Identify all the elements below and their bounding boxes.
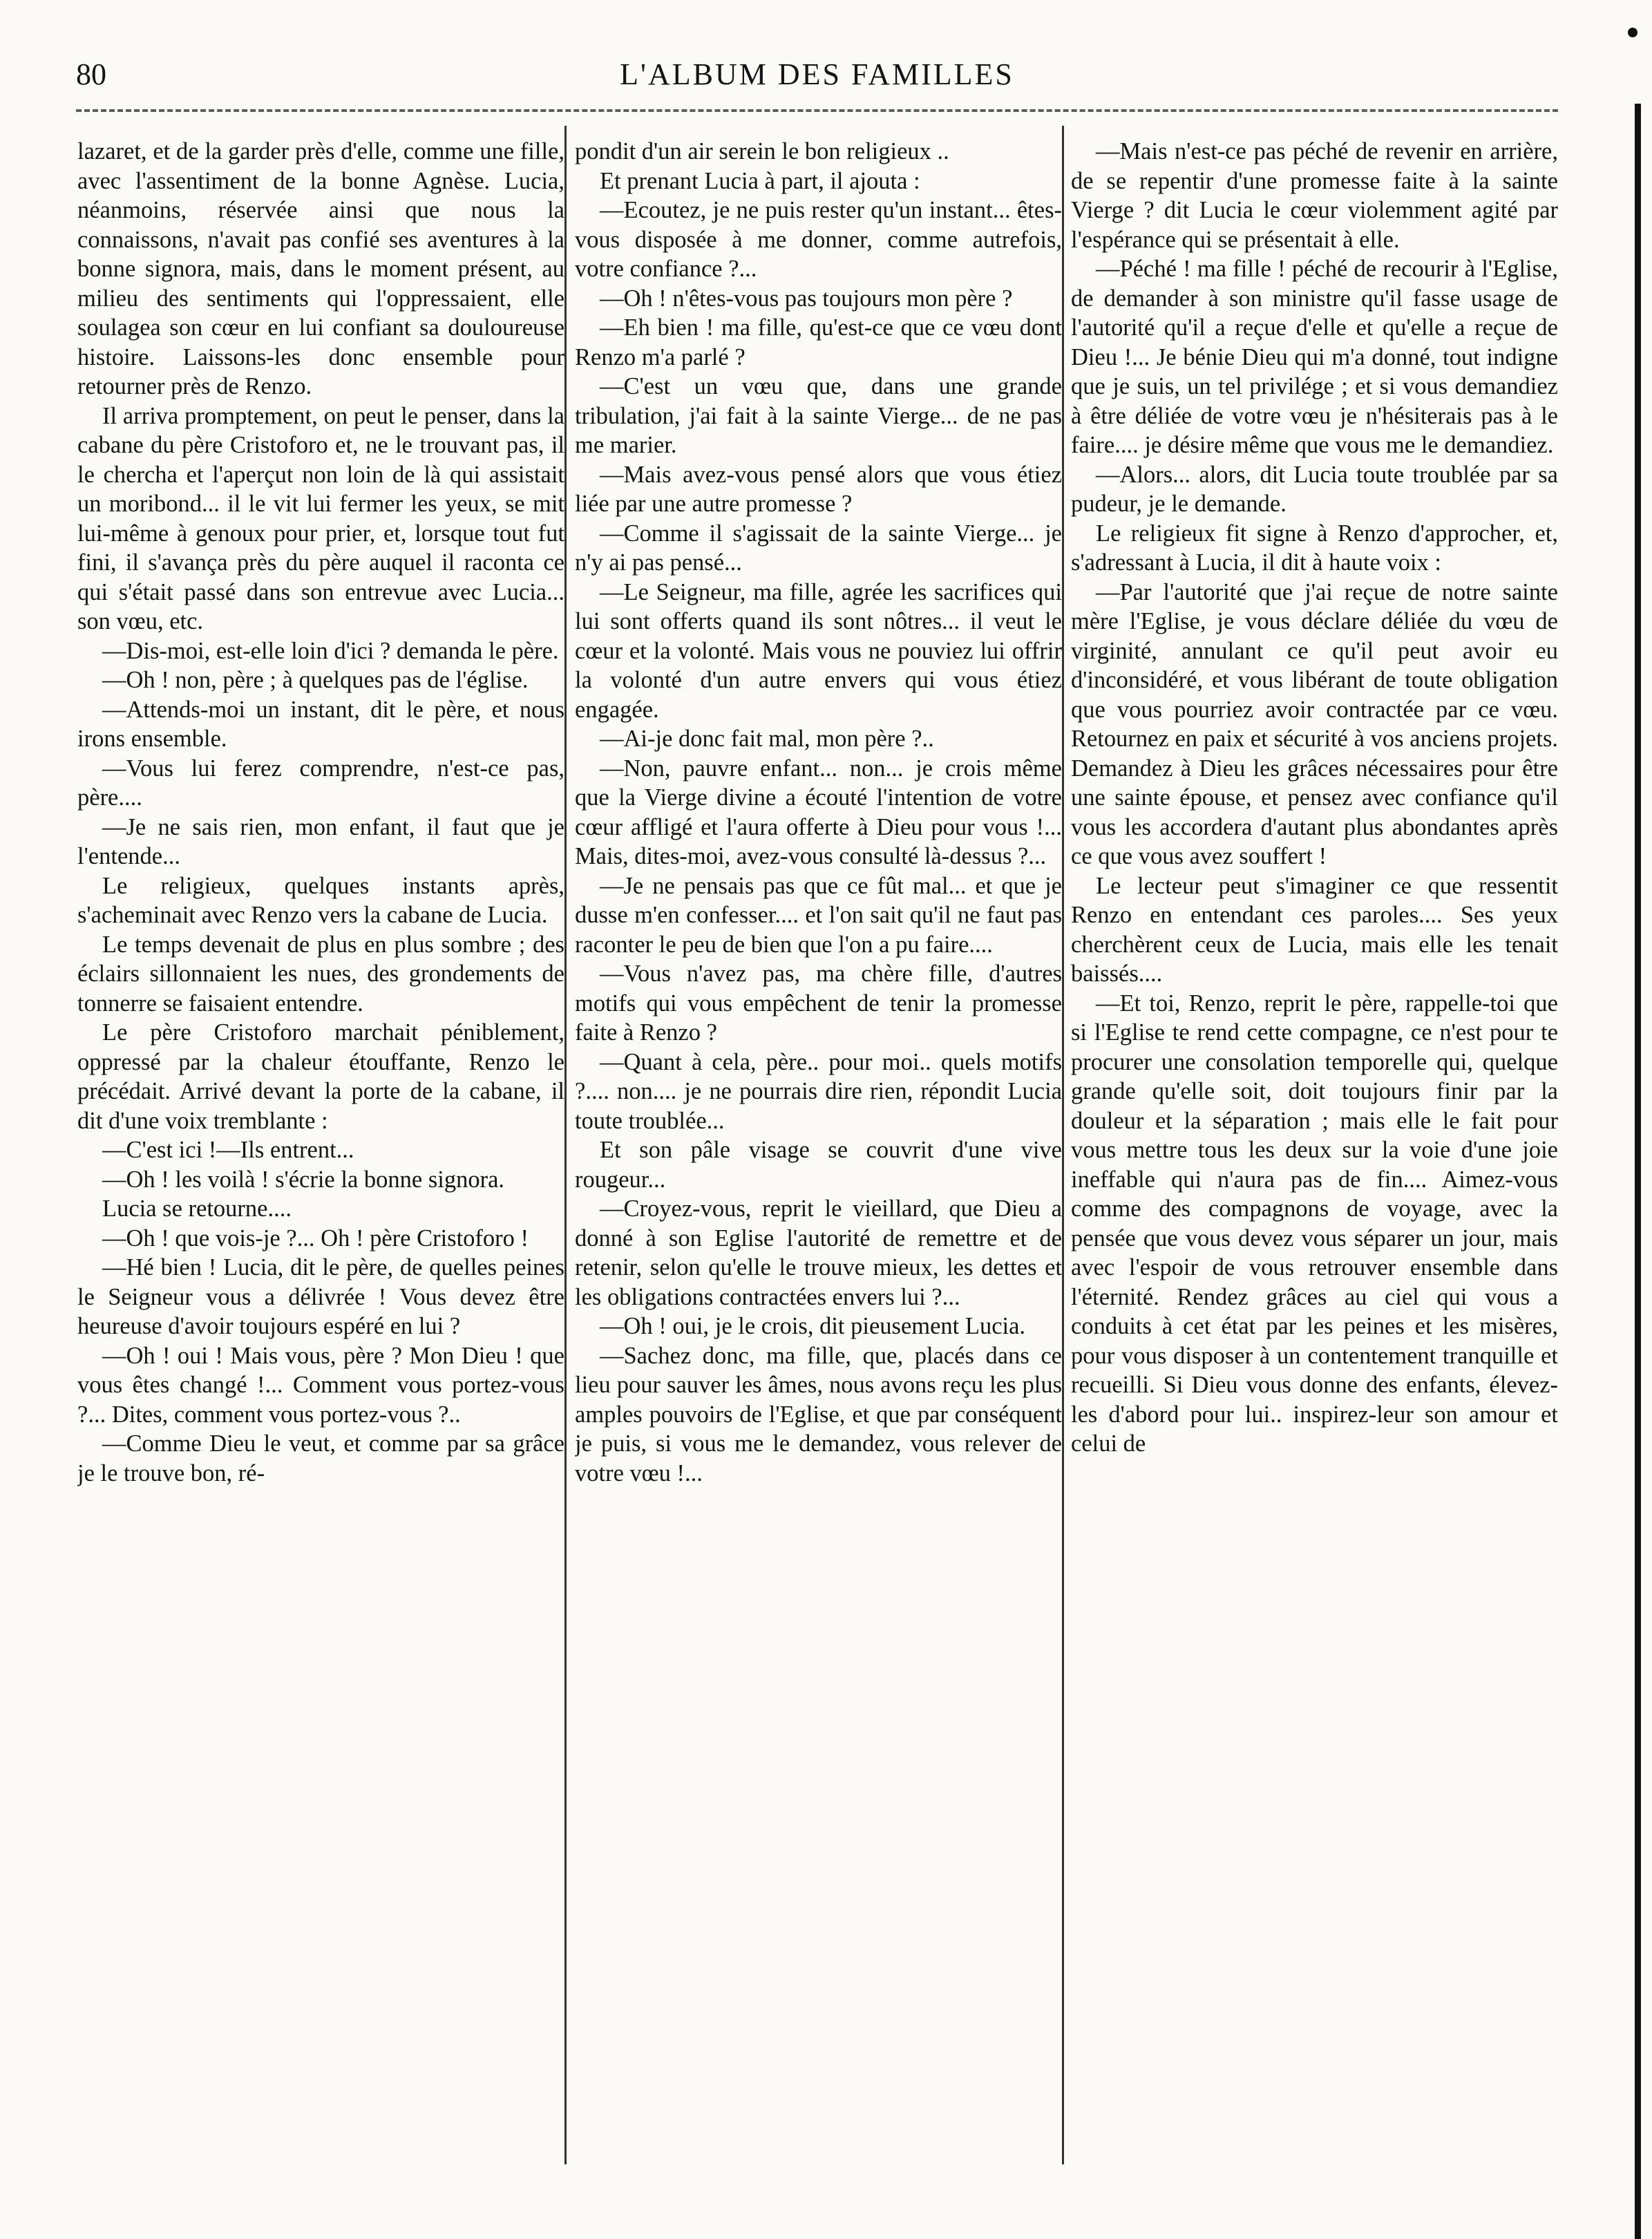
paragraph: —Mais n'est-ce pas péché de revenir en arrière, de se repentir d'une promesse faite à la sainte Vierge ? dit Lucia le cœur violemment agité par l'espérance qui se présentait à elle. — [1071, 138, 1558, 253]
paragraph: —Oh ! les voilà ! s'écrie la bonne signora. — [102, 1166, 505, 1193]
text-column-1 — [77, 137, 564, 2196]
paragraph: Il arriva promptement, on peut le penser, dans la cabane du père Cristoforo et, ne le trouvant pas, il le chercha et l'aperçut non loin de là qui assistait un moribond... il le vit lui fermer les yeux, se mit lui-même à genoux pour prier, et, lorsque tout fut fini, il s'avança près du père auquel il raconta ce qui s'était passé dans son entrevue avec Lucia... son vœu, etc. — [77, 402, 564, 634]
paragraph: —Eh bien ! ma fille, qu'est-ce que ce vœu dont Renzo m'a parlé ? — [575, 314, 1062, 370]
paragraph: —Péché ! ma fille ! péché de recourir à l'Eglise, de demander à son ministre qu'il fasse usage de l'autorité qu'il a reçue d'elle et qu'elle a reçue de Dieu !... Je bénie Dieu qui m'a donné, tout indigne que je suis, un tel privilége ; et si vous demandiez à être déliée de votre vœu je n'hésiterais pas à le faire.... je désire même que vous me le demandiez. — [1071, 256, 1558, 458]
running-title: L'ALBUM DES FAMILLES — [620, 57, 1014, 91]
header-rule — [76, 109, 1558, 112]
paragraph: —Dis-moi, est-elle loin d'ici ? demanda le père. — [102, 637, 559, 664]
page-header — [76, 57, 1558, 105]
paragraph: Le religieux, quelques instants après, s'acheminait avec Renzo vers la cabane de Lucia. — [77, 872, 564, 928]
paragraph: —Attends-moi un instant, dit le père, et nous irons ensemble. — [77, 696, 564, 752]
paragraph: —Vous lui ferez comprendre, n'est-ce pas, père.... — [77, 755, 564, 811]
paragraph: —Par l'autorité que j'ai reçue de notre sainte mère l'Eglise, je vous déclare déliée du vœu de virginité, annulant ce qu'il peut avoir eu d'inconsidéré, et vous libérant de toute obligation que vous pourriez avoir contractée par ce vœu. Retournez en paix et sécurité à vos anciens projets. Demandez à Dieu les grâces nécessaires pour être une sainte épouse, et pensez avec confiance qu'il vous les accordera d'autant plus abondantes après ce que vous avez souffert ! — [1071, 578, 1558, 869]
paragraph: Le temps devenait de plus en plus sombre ; des éclairs sillonnaient les nues, des grondements de tonnerre se faisaient entendre. — [77, 931, 564, 1017]
column-divider — [564, 126, 567, 2164]
paragraph: —Je ne sais rien, mon enfant, il faut que je l'entende... — [77, 813, 564, 869]
paragraph: —Comme Dieu le veut, et comme par sa grâce je le trouve bon, ré- — [77, 1430, 564, 1486]
paragraph: —Oh ! n'êtes-vous pas toujours mon père ? — [600, 285, 1013, 312]
paragraph: Le lecteur peut s'imaginer ce que ressentit Renzo en entendant ces paroles.... Ses yeux cherchèrent ceux de Lucia, mais elle les tenait baissés.... — [1071, 872, 1558, 987]
margin-dot — [1628, 28, 1637, 37]
paragraph: Et son pâle visage se couvrit d'une vive rougeur... — [575, 1137, 1062, 1193]
column-divider — [1062, 126, 1064, 2164]
paragraph: —Croyez-vous, reprit le vieillard, que Dieu a donné à son Eglise l'autorité de remettre et de retenir, selon qu'elle le trouve mieux, les dettes et les obligations contractées envers lui ?... — [575, 1196, 1062, 1310]
paragraph: —Oh ! que vois-je ?... Oh ! père Cristoforo ! — [102, 1225, 529, 1251]
paragraph: —Oh ! non, père ; à quelques pas de l'église. — [102, 667, 529, 693]
paragraph: —Je ne pensais pas que ce fût mal... et que je dusse m'en confesser.... et l'on sait qu'il ne faut pas raconter le peu de bien que l'on a pu faire.... — [575, 872, 1062, 958]
paragraph: pondit d'un air serein le bon religieux .. — [575, 138, 949, 164]
paragraph: —Oh ! oui, je le crois, dit pieusement Lucia. — [600, 1313, 1026, 1339]
paragraph: Le père Cristoforo marchait péniblement, oppressé par la chaleur étouffante, Renzo le précédait. Arrivé devant la porte de la cabane, il dit d'une voix tremblante : — [77, 1019, 564, 1134]
paragraph: —C'est ici !—Ils entrent... — [102, 1137, 354, 1163]
paragraph: —Sachez donc, ma fille, que, placés dans ce lieu pour sauver les âmes, nous avons reçu les plus amples pouvoirs de l'Eglise, et que par conséquent je puis, si vous me le demandez, vous relever de votre vœu !... — [575, 1342, 1062, 1486]
paragraph: —Ai-je donc fait mal, mon père ?.. — [600, 726, 934, 752]
paragraph: —Le Seigneur, ma fille, agrée les sacrifices qui lui sont offerts quand ils sont nôtres... il veut le cœur et la volonté. Mais vous ne pouviez lui offrir la volonté d'un autre envers qui vous étiez engagée. — [575, 578, 1062, 723]
paragraph: —Hé bien ! Lucia, dit le père, de quelles peines le Seigneur vous a délivrée ! Vous devez être heureuse d'avoir toujours espéré en lui ? — [77, 1254, 564, 1339]
text-column-2 — [575, 137, 1062, 2196]
paragraph: lazaret, et de la garder près d'elle, comme une fille, avec l'assentiment de la bonne Agnèse. Lucia, néanmoins, réservée ainsi que nous la connaissons, n'avait pas confié ses aventures à la bonne signora, mais, dans le moment présent, au milieu des sentiments qui l'oppressaient, elle soulagea son cœur en lui confiant sa douloureuse histoire. Laissons-les donc ensemble pour retourner près de Renzo. — [77, 138, 564, 399]
text-column-3 — [1071, 137, 1558, 2196]
page-number: 80 — [76, 57, 106, 91]
paragraph: —Quant à cela, père.. pour moi.. quels motifs ?.... non.... je ne pourrais dire rien, répondit Lucia toute troublée... — [575, 1048, 1062, 1134]
paragraph: —Comme il s'agissait de la sainte Vierge... je n'y ai pas pensé... — [575, 520, 1062, 576]
paragraph: —C'est un vœu que, dans une grande tribulation, j'ai fait à la sainte Vierge... de ne pas me marier. — [575, 373, 1062, 458]
paragraph: Lucia se retourne.... — [102, 1196, 292, 1222]
paragraph: —Alors... alors, dit Lucia toute troublée par sa pudeur, je le demande. — [1071, 461, 1558, 517]
paragraph: —Vous n'avez pas, ma chère fille, d'autres motifs qui vous empêchent de tenir la promesse faite à Renzo ? — [575, 961, 1062, 1046]
paragraph: —Et toi, Renzo, reprit le père, rappelle-toi que si l'Eglise te rend cette compagne, ce n'est pour te procurer une consolation temporelle qui, quelque grande qu'elle soit, doit toujours finir par la douleur et la séparation ; mais elle le fait pour vous mettre tous les deux sur la voie d'une joie ineffable qui n'aura pas de fin.... Aimez-vous comme des compagnons de voyage, avec la pensée que vous devez vous séparer un jour, mais avec l'espoir de vous retrouver ensemble dans l'éternité. Rendez grâces au ciel qui vous a conduits à cet état par les peines et les misères, pour vous disposer à un contentement tranquille et recueilli. Si Dieu vous donne des enfants, élevez-les d'abord pour lui.. inspirez-leur son amour et celui de — [1071, 990, 1558, 1457]
paragraph: —Non, pauvre enfant... non... je crois même que la Vierge divine a écouté l'intention de votre cœur affligé et l'aura offerte à Dieu pour vous !... Mais, dites-moi, avez-vous consulté là-dessus ?... — [575, 755, 1062, 869]
paragraph: —Oh ! oui ! Mais vous, père ? Mon Dieu ! que vous êtes changé !... Comment vous portez-vous ?... Dites, comment vous portez-vous ?.. — [77, 1342, 564, 1428]
page-edge-bar — [1635, 104, 1641, 2239]
paragraph: Et prenant Lucia à part, il ajouta : — [600, 167, 920, 194]
paragraph: Le religieux fit signe à Renzo d'approcher, et, s'adressant à Lucia, il dit à haute voix : — [1071, 520, 1558, 576]
paragraph: —Mais avez-vous pensé alors que vous étiez liée par une autre promesse ? — [575, 461, 1062, 517]
paragraph: —Ecoutez, je ne puis rester qu'un instant... êtes-vous disposée à me donner, comme autrefois, votre confiance ?... — [575, 197, 1062, 282]
